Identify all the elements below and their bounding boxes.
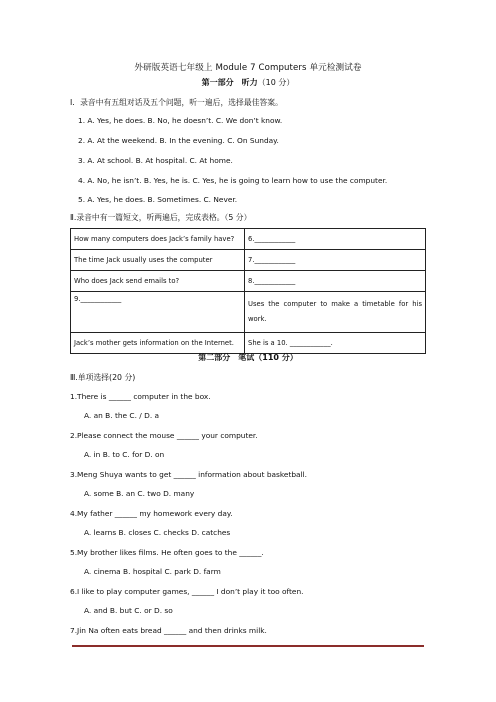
section1-item: 3. A. At school. B. At hospital. C. At home. xyxy=(78,156,233,165)
footer-divider xyxy=(72,645,424,647)
answer-blank-6: 6.____________ xyxy=(245,229,426,250)
question-options: A. some B. an C. two D. many xyxy=(84,489,195,498)
table-row xyxy=(71,292,426,333)
part2-title: 第二部分 笔试（110 分） xyxy=(198,353,298,362)
question-text: 6.I like to play computer games, ______ I don’t play it too often. xyxy=(70,587,304,596)
section1-heading: Ⅰ．录音中有五组对话及五个问题，听一遍后，选择最佳答案。 xyxy=(70,98,283,107)
table-row xyxy=(71,333,426,354)
question-options: A. and B. but C. or D. so xyxy=(84,606,173,615)
section1-item: 2. A. At the weekend. B. In the evening. C. On Sunday. xyxy=(78,136,279,145)
question-text: 5.My brother likes films. He often goes to the ______. xyxy=(70,548,264,557)
table-cell: How many computers does Jack’s family have? xyxy=(71,229,245,250)
question-text: 1.There is ______ computer in the box. xyxy=(70,392,211,401)
answer-blank-10: She is a 10. ____________. xyxy=(245,333,426,354)
table-cell: Who does Jack send emails to? xyxy=(71,271,245,292)
section1-item: 1. A. Yes, he does. B. No, he doesn’t. C. We don’t know. xyxy=(78,116,283,125)
section1-item: 5. A. Yes, he does. B. Sometimes. C. Never. xyxy=(78,195,238,204)
question-options: A. learns B. closes C. checks D. catches xyxy=(84,528,231,537)
question-options: A. an B. the C. / D. a xyxy=(84,411,160,420)
table-row xyxy=(71,271,426,292)
table-cell: The time Jack usually uses the computer xyxy=(71,250,245,271)
listening-form-table xyxy=(70,228,426,354)
question-text: 3.Meng Shuya wants to get ______ information about basketball. xyxy=(70,470,308,479)
section1-item: 4. A. No, he isn’t. B. Yes, he is. C. Yes, he is going to learn how to use the computer. xyxy=(78,176,388,185)
question-text: 7.Jin Na often eats bread ______ and then drinks milk. xyxy=(70,626,267,635)
table-cell: Jack’s mother gets information on the Internet. xyxy=(71,333,245,354)
part1-score: （10 分） xyxy=(257,78,295,87)
document-title: 外研版英语七年级上 Module 7 Computers 单元检测试卷 xyxy=(134,63,362,73)
section2-heading: Ⅱ.录音中有一篇短文，听两遍后，完成表格。（5 分） xyxy=(70,213,252,222)
question-text: 4.My father ______ my homework every day. xyxy=(70,509,233,518)
part1-title xyxy=(0,77,496,88)
part1-title-text: 第一部分 听力 xyxy=(201,78,258,87)
question-options: A. in B. to C. for D. on xyxy=(84,450,165,459)
answer-blank-7: 7.____________ xyxy=(245,250,426,271)
answer-blank-9: 9.____________ xyxy=(71,292,245,333)
answer-blank-8: 8.____________ xyxy=(245,271,426,292)
table-row xyxy=(71,250,426,271)
table-row xyxy=(71,229,426,250)
question-text: 2.Please connect the mouse ______ your computer. xyxy=(70,431,258,440)
table-cell: Uses the computer to make a timetable for his work. xyxy=(245,292,426,333)
question-options: A. cinema B. hospital C. park D. farm xyxy=(84,567,221,576)
section3-heading: Ⅲ.单项选择(20 分) xyxy=(70,373,136,382)
